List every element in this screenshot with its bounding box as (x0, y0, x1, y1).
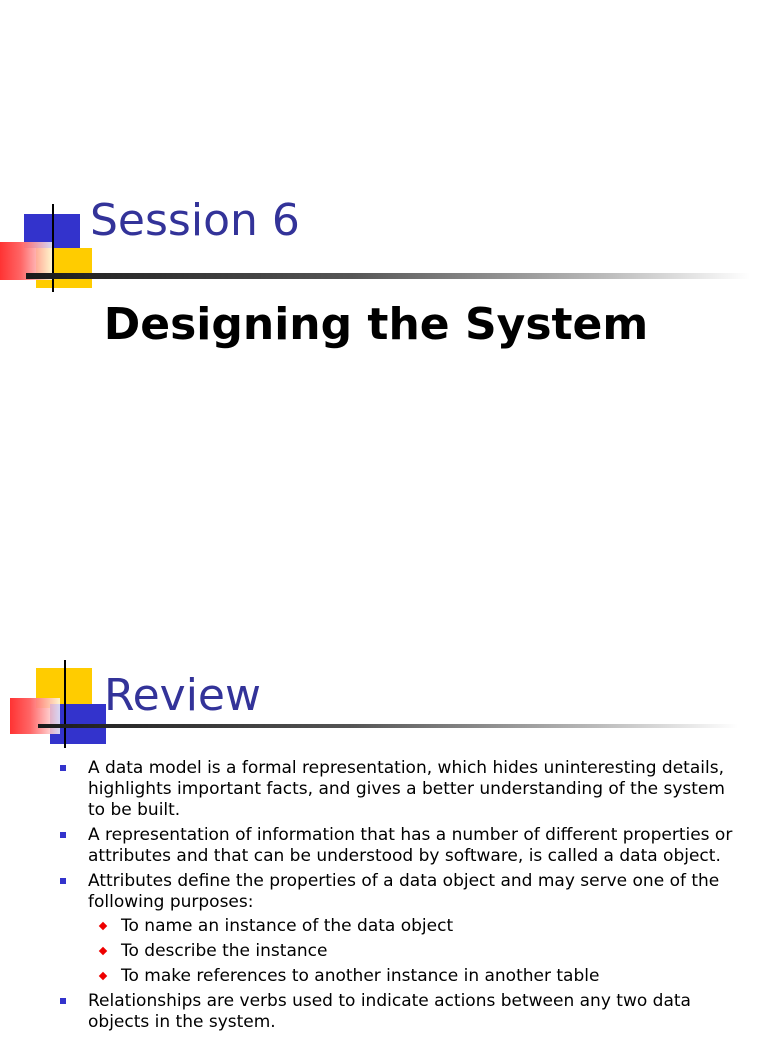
bullet-text: A data model is a formal representation, which hides uninteresting details, highlights important facts, and gives a better understanding of the system to be built. (88, 758, 725, 820)
bullet-text: Attributes define the properties of a data object and may serve one of the following purposes: (88, 871, 720, 912)
vertical-line (64, 660, 66, 748)
bullet-text: A representation of information that has a number of different properties or attributes and that can be understood by software, is called a data object. (88, 825, 733, 866)
slide-title: Review (104, 670, 261, 721)
list-item (60, 825, 740, 867)
sub-bullet-text: To describe the instance (121, 941, 328, 961)
red-square (10, 698, 60, 734)
sub-bullet-text: To name an instance of the data object (121, 916, 454, 936)
square-bullet-icon (60, 998, 66, 1004)
list-item (60, 758, 740, 821)
sub-list-item (88, 941, 740, 962)
title-rule (26, 273, 750, 279)
title-rule (38, 724, 738, 728)
corner-squares-decoration (0, 658, 110, 758)
review-slide (0, 640, 768, 1032)
sub-list-item (88, 966, 740, 987)
diamond-bullet-icon (99, 922, 107, 930)
diamond-bullet-icon (99, 972, 107, 980)
square-bullet-icon (60, 878, 66, 884)
bullet-list (60, 758, 740, 1037)
slide-title: Session 6 (90, 195, 300, 246)
bullet-text: Relationships are verbs used to indicate actions between any two data objects in the system. (88, 991, 691, 1032)
sub-list-item (88, 916, 740, 937)
sub-bullet-list (88, 916, 740, 987)
slide-subtitle: Designing the System (103, 299, 649, 350)
corner-squares-decoration (0, 200, 100, 300)
diamond-bullet-icon (99, 947, 107, 955)
square-bullet-icon (60, 832, 66, 838)
sub-bullet-text: To make references to another instance in another table (121, 966, 600, 986)
square-bullet-icon (60, 765, 66, 771)
list-item (60, 991, 740, 1033)
list-item (60, 871, 740, 987)
